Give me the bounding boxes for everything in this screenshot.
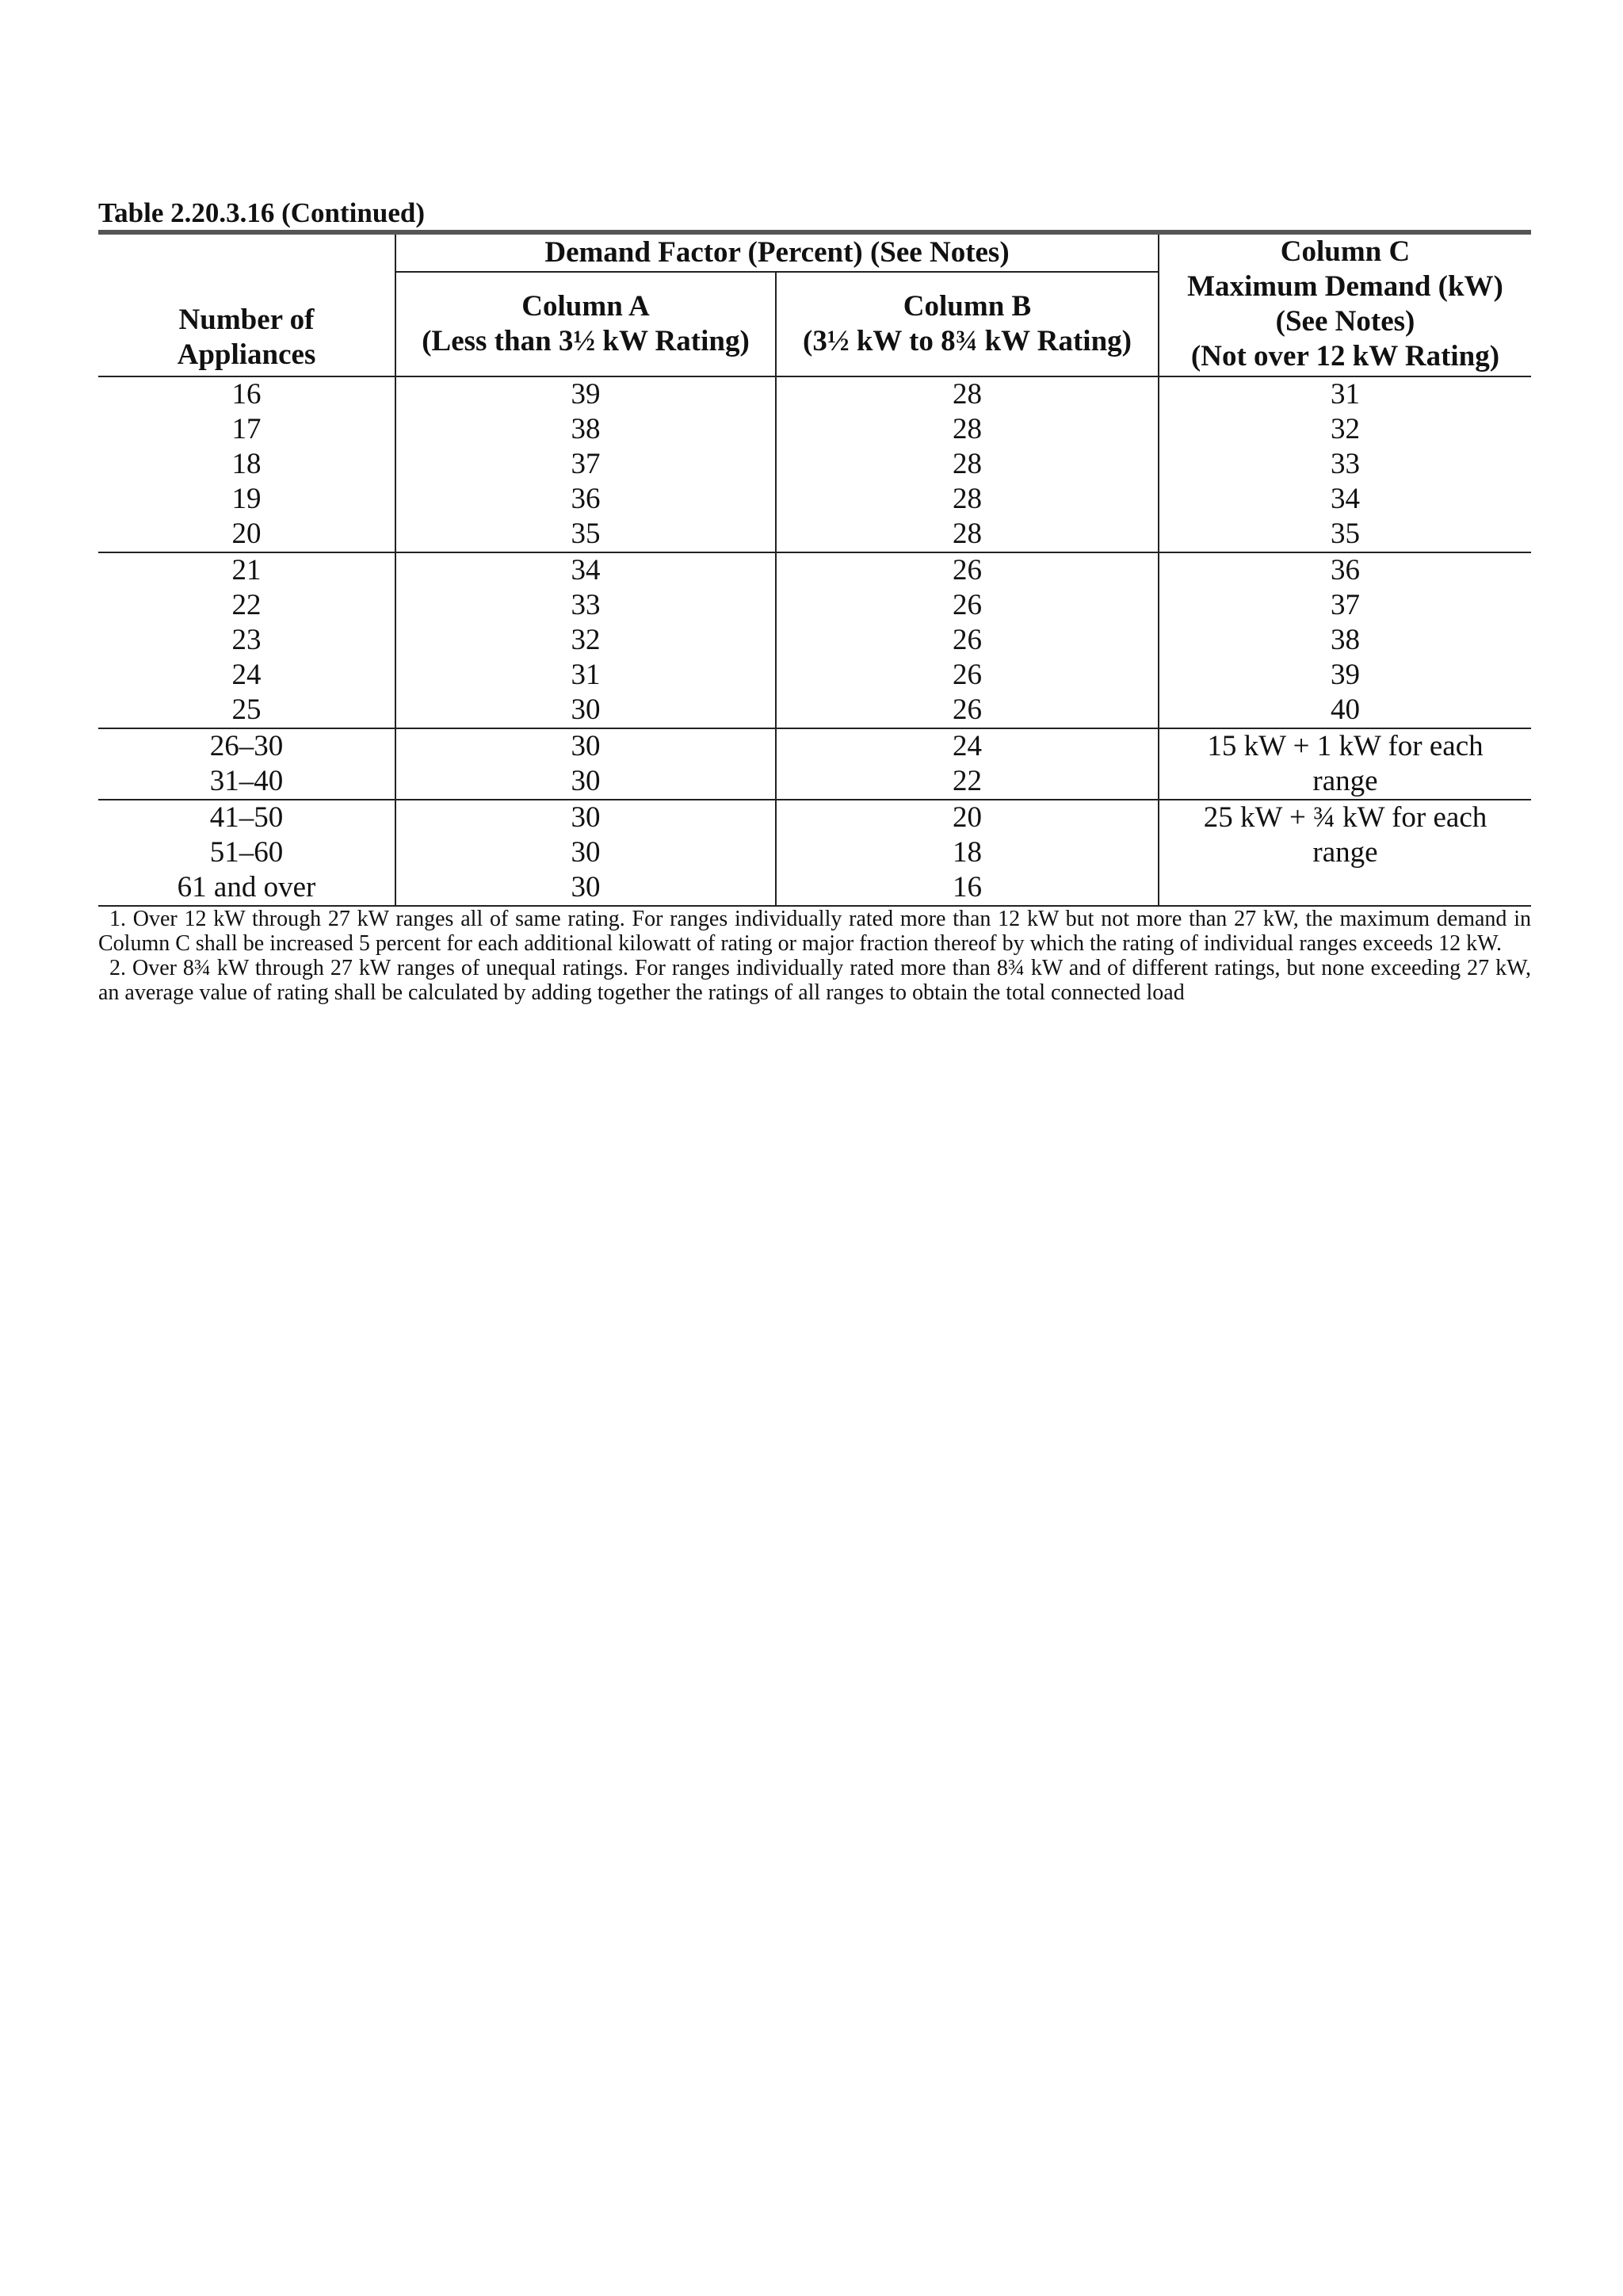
- header-column-c-line4: (Not over 12 kW Rating): [1190, 340, 1500, 372]
- column-c-cell-value: 31: [1331, 378, 1360, 411]
- column-b-cell-value: 26: [953, 624, 982, 656]
- number-of-appliances-cell-value: 25: [231, 693, 262, 726]
- column-c-formula: 15 kW + 1 kW for each range: [1207, 730, 1484, 797]
- header-column-a: [395, 272, 776, 376]
- column-a-cell-value: 32: [571, 624, 601, 656]
- column-b-cell-value: 26: [953, 589, 982, 621]
- number-of-appliances-cell-value: 18: [231, 448, 262, 480]
- number-of-appliances-cell-value: 51–60: [209, 836, 284, 869]
- column-a-cell-value: 30: [571, 836, 601, 869]
- column-c-cell-value: 40: [1331, 693, 1360, 726]
- column-a-cell-value: 38: [571, 413, 601, 445]
- header-column-c: [1159, 232, 1531, 376]
- column-b-cell-value: 18: [953, 836, 982, 869]
- header-column-a-title: Column A: [521, 290, 650, 323]
- column-a-cell: [395, 552, 776, 728]
- number-of-appliances-cell-value: 26–30: [209, 730, 284, 762]
- column-c-cell: [1159, 376, 1531, 552]
- header-column-a-sub: (Less than 3½ kW Rating): [422, 325, 750, 357]
- column-b-cell-value: 28: [953, 518, 982, 550]
- column-b-cell: [776, 800, 1159, 906]
- table-body: [98, 376, 1531, 906]
- note-1: 1. Over 12 kW through 27 kW ranges all of same rating. For ranges individually rated more than 12 kW but not more than 27 kW, the maximum demand in Column C shall be increased 5 percent for each additional kilowatt of rating or major fraction thereof by which the rating of individual ranges exceeds 12 kW.: [98, 907, 1531, 956]
- column-a-cell-value: 30: [571, 730, 601, 762]
- column-b-cell-value: 22: [953, 765, 982, 797]
- column-b-cell-value: 28: [953, 448, 982, 480]
- number-of-appliances-cell-value: 19: [231, 483, 262, 515]
- number-of-appliances-cell-value: 41–50: [209, 801, 284, 834]
- header-number-line1: Number of: [178, 304, 315, 336]
- column-b-cell: [776, 376, 1159, 552]
- column-c-cell-value: 38: [1331, 624, 1360, 656]
- column-c-cell-value: 32: [1331, 413, 1360, 445]
- column-b-cell: [776, 552, 1159, 728]
- column-a-cell-value: 31: [571, 659, 601, 691]
- column-b-cell-value: 26: [953, 554, 982, 586]
- table-row-group: [98, 376, 1531, 552]
- number-of-appliances-cell-value: 20: [231, 518, 262, 550]
- column-a-cell-value: 30: [571, 693, 601, 726]
- number-of-appliances-cell-value: 21: [231, 554, 262, 586]
- column-c-cell-value: 36: [1331, 554, 1360, 586]
- header-number-line2: Appliances: [177, 338, 316, 371]
- number-of-appliances-cell-value: 16: [231, 378, 262, 411]
- column-c-cell: [1159, 800, 1531, 906]
- column-a-cell-value: 30: [571, 801, 601, 834]
- column-b-cell: [776, 728, 1159, 800]
- column-b-cell-value: 20: [953, 801, 982, 834]
- column-c-cell-value: 33: [1331, 448, 1360, 480]
- demand-factor-table: [98, 230, 1531, 907]
- column-b-cell-value: 26: [953, 659, 982, 691]
- column-a-cell-value: 35: [571, 518, 601, 550]
- header-column-b: [776, 272, 1159, 376]
- column-c-cell: [1159, 728, 1531, 800]
- number-of-appliances-cell-value: 61 and over: [177, 871, 316, 904]
- number-of-appliances-cell: [98, 800, 395, 906]
- header-column-c-line2: Maximum Demand (kW): [1187, 270, 1503, 303]
- column-a-cell: [395, 800, 776, 906]
- column-a-cell-value: 36: [571, 483, 601, 515]
- table-row-group: [98, 728, 1531, 800]
- table-row-group: [98, 552, 1531, 728]
- column-a-cell-value: 30: [571, 871, 601, 904]
- table-row-group: [98, 800, 1531, 906]
- document-page: [98, 197, 1531, 1005]
- header-number-of-appliances: [98, 232, 395, 376]
- column-a-cell-value: 37: [571, 448, 601, 480]
- header-column-b-title: Column B: [903, 290, 1032, 323]
- column-c-formula: 25 kW + ¾ kW for each range: [1203, 801, 1487, 869]
- number-of-appliances-cell: [98, 728, 395, 800]
- column-a-cell: [395, 728, 776, 800]
- header-column-c-line3: (See Notes): [1275, 305, 1415, 338]
- number-of-appliances-cell-value: 24: [231, 659, 262, 691]
- column-c-cell-value: 39: [1331, 659, 1360, 691]
- column-b-cell-value: 28: [953, 483, 982, 515]
- table-notes: [98, 907, 1531, 1005]
- number-of-appliances-cell-value: 17: [231, 413, 262, 445]
- header-demand-factor: Demand Factor (Percent) (See Notes): [395, 232, 1159, 272]
- number-of-appliances-cell-value: 31–40: [209, 765, 284, 797]
- column-a-cell-value: 30: [571, 765, 601, 797]
- number-of-appliances-cell: [98, 552, 395, 728]
- column-b-cell-value: 28: [953, 378, 982, 411]
- column-b-cell-value: 16: [953, 871, 982, 904]
- column-c-cell-value: 35: [1331, 518, 1360, 550]
- column-b-cell-value: 26: [953, 693, 982, 726]
- column-a-cell-value: 34: [571, 554, 601, 586]
- header-column-b-sub: (3½ kW to 8¾ kW Rating): [803, 325, 1132, 357]
- table-caption: Table 2.20.3.16 (Continued): [98, 197, 425, 228]
- number-of-appliances-cell: [98, 376, 395, 552]
- column-a-cell: [395, 376, 776, 552]
- column-c-cell-value: 34: [1331, 483, 1360, 515]
- number-of-appliances-cell-value: 22: [231, 589, 262, 621]
- column-a-cell-value: 39: [571, 378, 601, 411]
- column-b-cell-value: 28: [953, 413, 982, 445]
- header-column-c-title: Column C: [1280, 235, 1411, 268]
- number-of-appliances-cell-value: 23: [231, 624, 262, 656]
- column-c-cell: [1159, 552, 1531, 728]
- column-c-cell-value: 37: [1331, 589, 1360, 621]
- note-2: 2. Over 8¾ kW through 27 kW ranges of unequal ratings. For ranges individually rated more than 8¾ kW and of different ratings, but none exceeding 27 kW, an average value of rating shall be calculated by adding together the ratings of all ranges to obtain the total connected load: [98, 956, 1531, 1005]
- column-a-cell-value: 33: [571, 589, 601, 621]
- column-b-cell-value: 24: [953, 730, 982, 762]
